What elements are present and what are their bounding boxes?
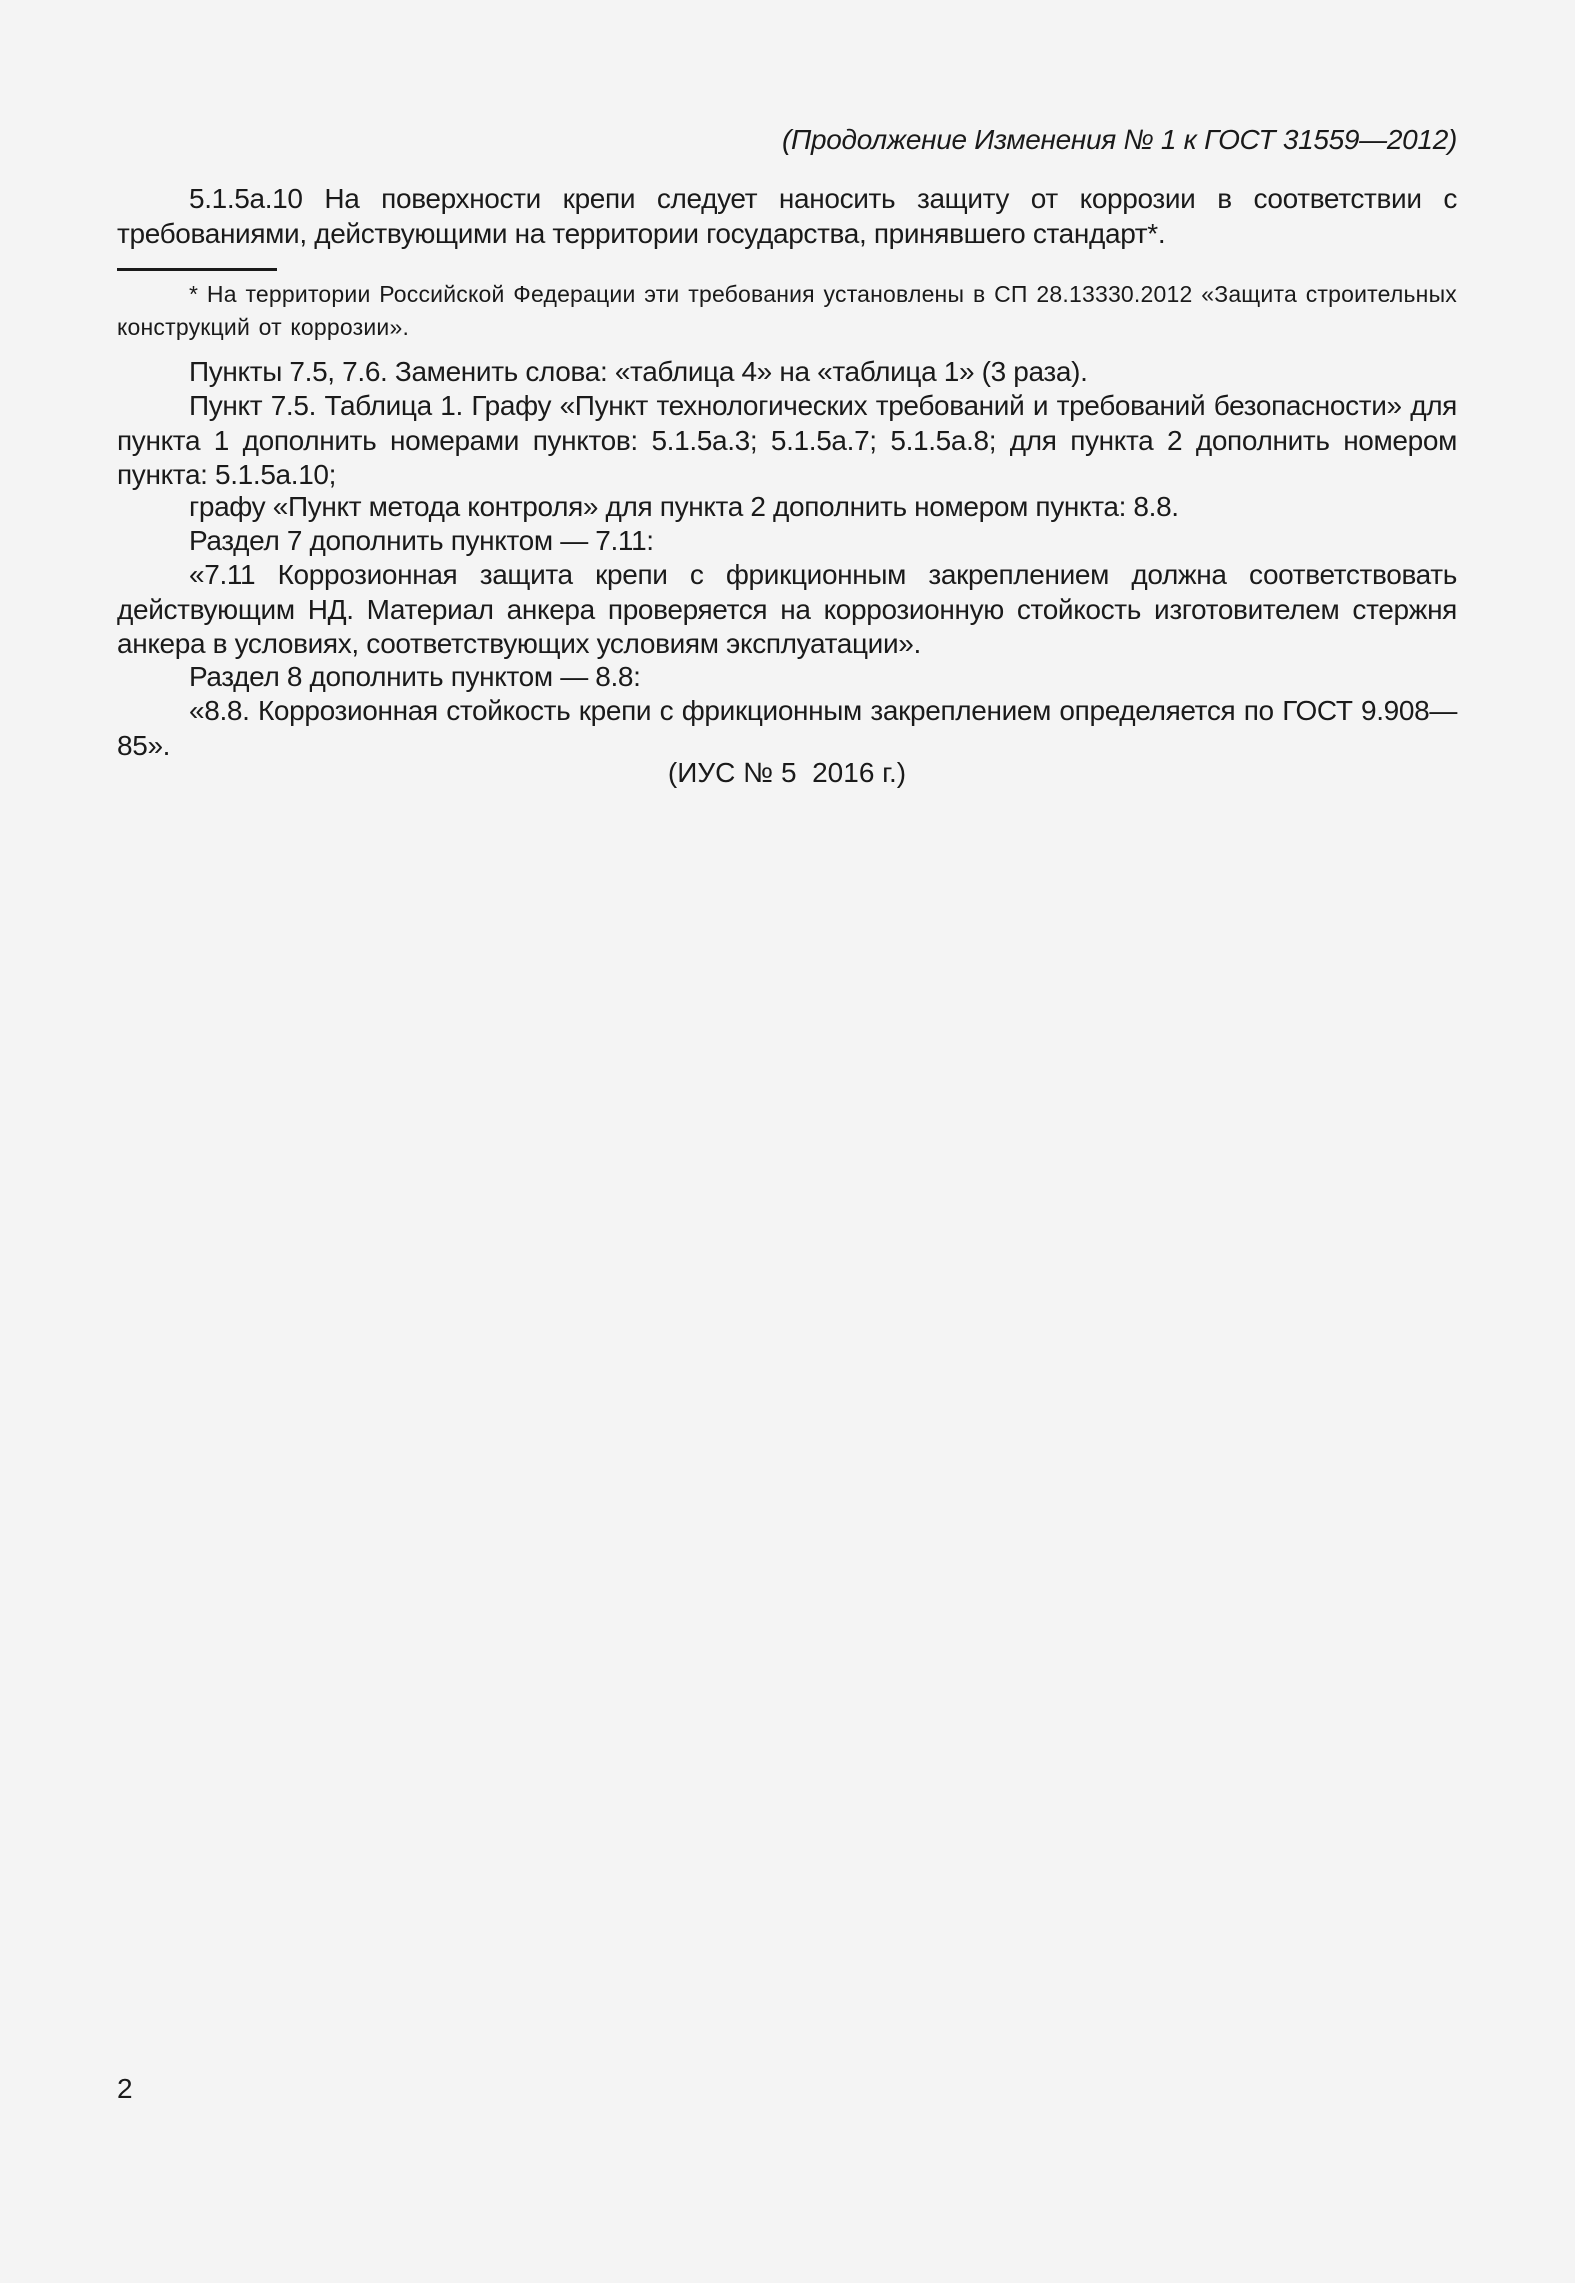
paragraph-point-7-5-table: Пункт 7.5. Таблица 1. Графу «Пункт технологических требований и требований безопасности» для пункта 1 дополнить номерами пунктов: 5.1.5а.3; 5.1.5а.7; 5.1.5а.8; для пункта 2 дополнить номером пункта: 5.1.5а.10; <box>117 390 1457 490</box>
paragraph-points-7-5-7-6: Пункты 7.5, 7.6. Заменить слова: «таблица 4» на «таблица 1» (3 раза). <box>189 356 1088 387</box>
ius-reference: (ИУС № 5 2016 г.) <box>667 757 907 788</box>
paragraph-7-11: «7.11 Коррозионная защита крепи с фрикционным закреплением должна соответствовать действующим НД. Материал анкера проверяется на коррозионную стойкость изготовителем стержня анкера в условиях, соответствующих условиям эксплуатации». <box>117 559 1457 659</box>
document-page <box>117 0 1457 2283</box>
paragraph-5-1-5a-10: 5.1.5а.10 На поверхности крепи следует наносить защиту от коррозии в соответствии с требованиями, действующими на территории государства, принявшего стандарт*. <box>117 183 1457 249</box>
continuation-header: (Продолжение Изменения № 1 к ГОСТ 31559—2012) <box>781 124 1457 155</box>
footnote-text: * На территории Российской Федерации эти требования установлены в СП 28.13330.2012 «Защита строительных конструкций от коррозии». <box>117 281 1457 340</box>
footnote-divider <box>117 268 277 271</box>
page-number: 2 <box>117 2073 133 2104</box>
paragraph-section-8: Раздел 8 дополнить пунктом — 8.8: <box>189 661 641 692</box>
paragraph-section-7: Раздел 7 дополнить пунктом — 7.11: <box>189 525 654 556</box>
paragraph-column-control: графу «Пункт метода контроля» для пункта 2 дополнить номером пункта: 8.8. <box>189 491 1179 522</box>
paragraph-8-8: «8.8. Коррозионная стойкость крепи с фрикционным закреплением определяется по ГОСТ 9.908—85». <box>117 695 1457 761</box>
